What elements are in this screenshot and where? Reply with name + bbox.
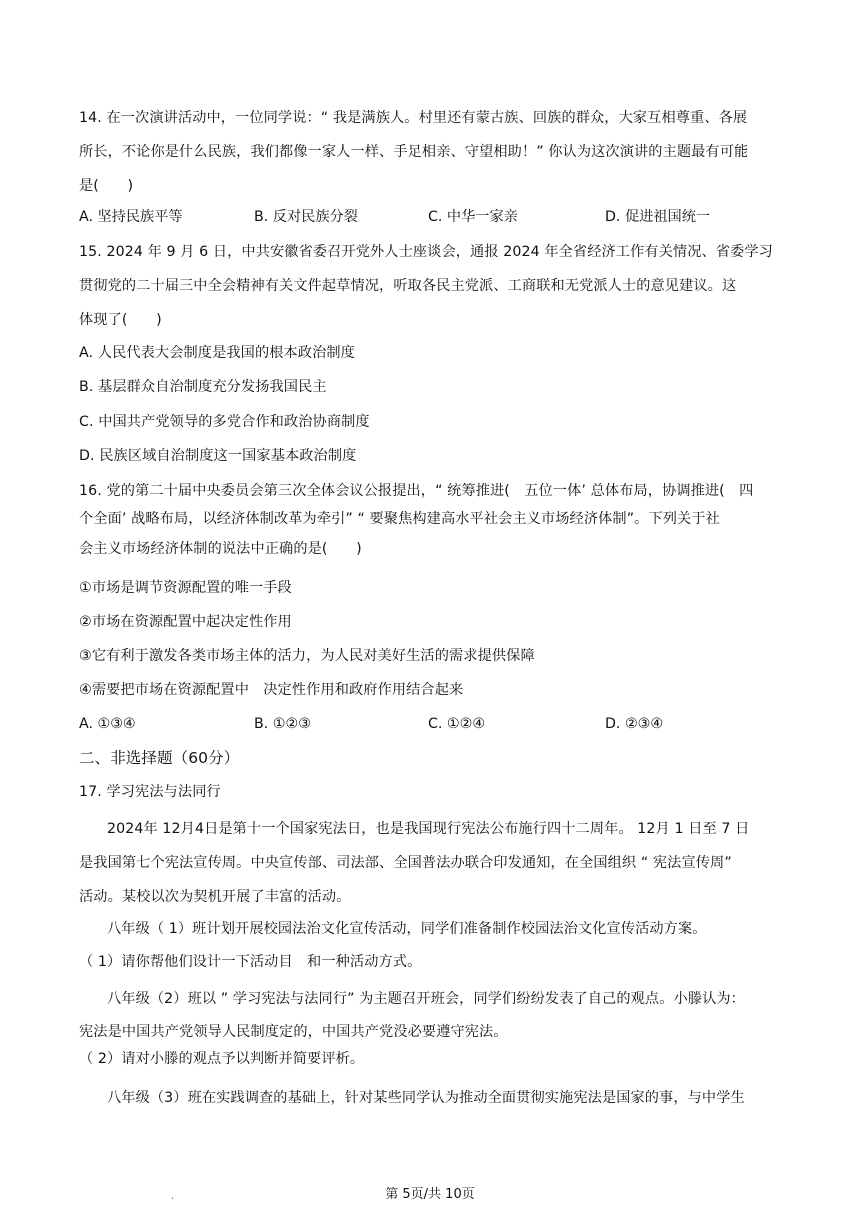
q15-option-d: D. 民族区域自治制度这一国家基本政治制度 [79, 448, 357, 464]
q16-option-c: C. ①②④ [428, 716, 486, 732]
q15-option-b: B. 基层群众自治制度充分发扬我国民主 [79, 379, 327, 395]
q16-option-a: A. ①③④ [79, 716, 136, 732]
q17-para4-line-1: 八年级（3）班在实践调查的基础上，针对某些同学认为推动全面贯彻实施宪法是国家的事，与中学生 [107, 1090, 745, 1106]
page-number: 第 5页/共 10页 [385, 1187, 475, 1202]
q17-para3-line-2: 宪法是中国共产党领导人民制度定的，中国共产党没必要遵守宪法。 [79, 1024, 508, 1040]
q17-title: 17. 学习宪法与法同行 [79, 784, 221, 800]
q14-option-d: D. 促进祖国统一 [605, 209, 711, 225]
q16-statement-3: ③它有利于激发各类市场主体的活力，为人民对美好生活的需求提供保障 [79, 648, 535, 664]
q16-line-2: 个全面’ 战略布局，以经济体制改革为牵引” “ 要聚焦构建高水平社会主义市场经济体制”。下列关于社 [79, 511, 720, 527]
q16-line-1: 16. 党的第二十届中央委员会第三次全体会议公报提出，“ 统筹推进( 五位一体’ 总体布局，协调推进( 四 [79, 483, 754, 499]
q17-para2: 八年级（ 1）班计划开展校园法治文化宣传活动，同学们准备制作校园法治文化宣传活动方案。 [107, 921, 707, 937]
section-heading: 二、非选择题（60分） [79, 749, 240, 767]
q15-option-c: C. 中国共产党领导的多党合作和政治协商制度 [79, 414, 370, 430]
q16-statement-1: ①市场是调节资源配置的唯一手段 [79, 580, 292, 596]
q15-line-3: 体现了( ) [79, 312, 162, 328]
q14-line-3: 是( ) [79, 178, 134, 194]
q16-statement-2: ②市场在资源配置中起决定性作用 [79, 614, 292, 630]
q17-sub-question-1: （ 1）请你帮他们设计一下活动目 和一种活动方式。 [79, 954, 422, 970]
q15-line-1: 15. 2024 年 9 月 6 日，中共安徽省委召开党外人士座谈会，通报 2024 年全省经济工作有关情况、省委学习 [79, 244, 773, 260]
q17-para1-line-3: 活动。某校以次为契机开展了丰富的活动。 [79, 889, 351, 905]
q14-option-c: C. 中华一家亲 [428, 209, 518, 225]
q17-sub-question-2: （ 2）请对小滕的观点予以判断并简要评析。 [79, 1051, 365, 1067]
footer-dot: . [171, 1191, 175, 1202]
q17-para3-line-1: 八年级（2）班以 ” 学习宪法与法同行” 为主题召开班会，同学们纷纷发表了自己的观点。小滕认为： [107, 991, 745, 1007]
q16-option-b: B. ①②③ [254, 716, 311, 732]
q17-para1-line-1: 2024年 12月4日是第十一个国家宪法日，也是我国现行宪法公布施行四十二周年。 12月 1 日至 7 日 [107, 821, 750, 837]
q17-para1-line-2: 是我国第七个宪法宣传周。中央宣传部、司法部、全国普法办联合印发通知，在全国组织 “ 宪法宣传周” [79, 855, 732, 871]
q16-line-3: 会主义市场经济体制的说法中正确的是( ) [79, 541, 362, 557]
q14-line-1: 14. 在一次演讲活动中，一位同学说：“ 我是满族人。村里还有蒙古族、回族的群众，大家互相尊重、各展 [79, 110, 748, 126]
q14-option-b: B. 反对民族分裂 [254, 209, 358, 225]
q15-option-a: A. 人民代表大会制度是我国的根本政治制度 [79, 345, 355, 361]
q14-line-2: 所长，不论你是什么民族，我们都像一家人一样、手足相亲、守望相助！” 你认为这次演讲的主题最有可能 [79, 144, 749, 160]
q14-option-a: A. 坚持民族平等 [79, 209, 183, 225]
q16-statement-4: ④需要把市场在资源配置中 决定性作用和政府作用结合起来 [79, 682, 464, 698]
q16-option-d: D. ②③④ [605, 716, 664, 732]
q15-line-2: 贯彻党的二十届三中全会精神有关文件起草情况，听取各民主党派、工商联和无党派人士的意见建议。这 [79, 278, 737, 294]
